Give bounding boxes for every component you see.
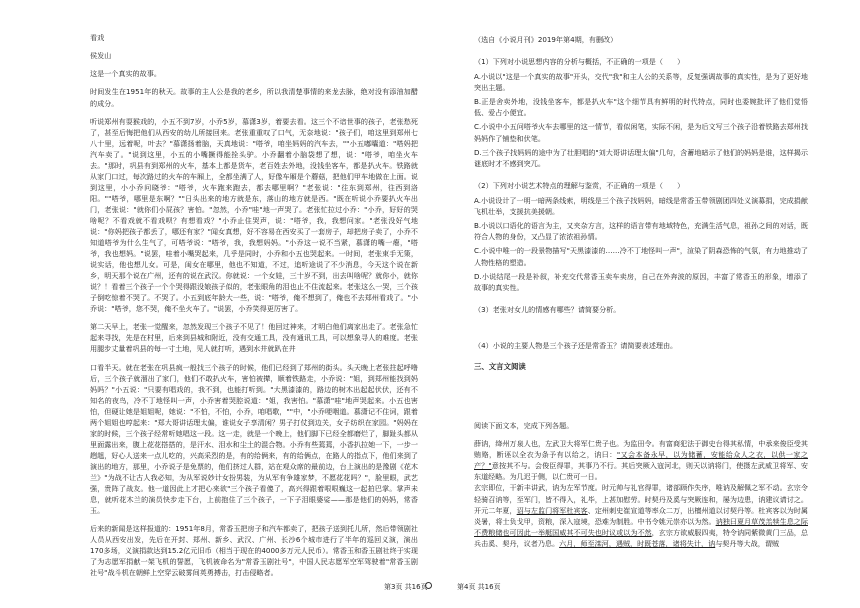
classical-text: 意按其不与。会俊臣得罪，其事乃不行。其后突厥入寇河北，则天以讷将门，使摄左武威卫将军、安东道经略。为几迟于侧，以仁贵可一日。 xyxy=(474,461,809,482)
story-paragraph: 后来的新闻是这样报道的：1951年8月，常香玉把房子和汽车都卖了，把孩子送到托儿所，然后带领剧社人员从西安出发，先后在开封、郑州、新乡、武汉、广州、长沙6个城市进行了半年的巡回义演，演出170多场，义演捐款达到15.2亿元旧币（相当于现在的4000多万元人民币）。常香玉和香玉剧社终于实现了为志愿军捐献一架飞机的誓愿，飞机被命名为"常香玉剧社号"，中国人民志愿军空军驾驶着"常香玉剧社号"战斗机在朝鲜上空穿云破雾间英勇搏击，打击侵略者。 xyxy=(90,524,418,578)
question-1-option-d: D.三个孩子找妈妈的途中为了壮胆唱的"刘大哥讲话理太偏"几句，含蓄地暗示了他们的妈妈是谁，这样揭示谜底时才不感到突兀。 xyxy=(474,147,808,169)
page-number-left: 第3页 共16页 xyxy=(384,583,428,591)
question-2-option-b: B.小说以口语化的语言为主，又夹杂方言，这样的语言带有地域特色，充满生活气息，祖孙之间的对话，既符合人物的身份，又凸显了浓浓祖孙情。 xyxy=(474,221,808,242)
classical-text: 薛讷，绛州万泉人也，左武卫大将军仁贵子也。为监田令。有富商犯法于御史台得其私情，中承来俊臣受其贿赂，断诬以全衣为条予有以给之，讷曰： xyxy=(474,439,808,460)
story-paragraph: 这是一个真实的故事。 xyxy=(90,69,161,79)
story-paragraph: 听说郑州有耍猴戏的，小五不到7岁，小乔5岁，慕潇3岁，着要去看。这三个不谙世事的孩子，老张愁死了，甚至后悔把他们从西安的幼儿所接回来。老张重重叹了口气，无奈地说："孩子们，咱这里到郑州七八十里，远着呢，叶去？"慕潇扬着脑，天真地说："嗒爷，咱坐妈妈的汽车去，""小五嘟囔道："嗒妈把汽车卖了。"说到这里，小五的小嘴撅得能拴头驴。小乔翻着小脑袋想了想，说："嗒爷，咱坐火车去。"那时，巩县有到郑州的火车，基本上都是货车，老百姓去外地，没钱坐客车，都是扒火车。铁路就从家门口过，每次路过的火车的车厢上，全都坐满了人，好像车厢是个蘑菇，把他们甲车地做在上面。说到这里，小小乔问晓爷："嗒爷，火车跑来跑去，都去哪里啊？"老张说："往东到郑州，往西到洛阳。""嗒爷，哪里是东啊？""日头出来的地方就是东，落山的地方就是西。"既在听说小乔要扒火车出门，老张说："就你们小屁孩？害怕。"忽然，小乔"哇"地一声哭了。老张忙拉过小乔："小乔，好好的哭啥呢？不看戏就不看戏呗？有想看戏？"小乔止住哭声，说："嗒爷，我，我想问家。"老张没好气地说："你妈把孩子都丢了，哪还有家？"闻女真想，好不容易在西安买了一套房子，却把房子卖了，小乔不知道嗒爷为什么生气了，可嗒爷说："嗒爷，我，我想妈妈。"小乔这一说不当紧，慕潇的嘴一瘪，"嗒爷，我也想妈。"说罢，哇着小嘴哭起来，几乎是同时，小乔和小五也哭起来。一时间，老张束手无策，说实话，他也想儿女。可是，闺女在哪里，他也不知道，不过，追听途说了不少消息，今天这个说在新乡，明天那个说在广州，还有的说在武汉。你就说：一个女娃，三十岁不到，出去叫啥呢？就你小，就你说？！看着三个孩子一个个哭得跟没娘孩子似的，老张眼角的泪也止不住流起来。老张这么一哭，三个孩子倒吃惊着不哭了。不哭了。小五到底年龄大一些，说："嗒爷，俺不想到了，俺也不去郑州看戏了。"小乔说："嗒爷，您不哭，俺不坐火车了。"说罢，小乔笑得更厉害了。 xyxy=(90,116,418,314)
reading-instruction: 阅读下面文本，完成下列各题。 xyxy=(474,421,574,431)
classical-text: 与契丹等大战，谓贼 xyxy=(715,538,780,548)
question-1-option-c: C.小说中小五问嗒爷火车去哪里的这一情节，看似闲笔，实际不闲，是为后文写三个孩子沿着铁路去郑州找妈妈作了铺垫和伏笔。 xyxy=(474,122,808,143)
section-heading: 三、文言文阅读 xyxy=(474,362,526,372)
question-4: （4）小说的主要人物是三个孩子还是常香玉？请简要表述理由。 xyxy=(474,340,678,350)
fold-mark-icon xyxy=(425,582,432,589)
page-number-right: 第4页 共16页 xyxy=(457,583,501,591)
classical-text: 玄宗即位，干新丰讲武，讷为左军节度。时元帅与礼官得罪，诸部顾作失序，唯讷及解佩之军不动。玄宗令轻骑召讷等，至军门，皆不得入，礼毕，上甚加慰劳。时契丹及奚与突厥连和，屡为边患，讷建议请讨之。开元二年夏， xyxy=(474,483,808,515)
story-paragraph: 时间发生在1951年的秋天。故事的主人公是我的老乡，所以我清楚事情的来龙去脉，绝对没有添油加醋的成分。 xyxy=(90,87,418,108)
question-2-option-a: A.小说设计了一明一暗两条线索，明线是三个孩子找妈妈，暗线是常香玉带领剧团四处义演募捐，完成捐献飞机壮举，支援抗美援朝。 xyxy=(474,195,808,216)
classical-paragraph-1 xyxy=(474,438,808,482)
underlined-sentence: 六月，师至滦河，遇贼，时既苍落，诸将失计，讷 xyxy=(559,538,716,548)
question-1-option-a: A.小说以"这是一个真实的故事"开头，交代"我"和主人公的关系等，反复强调故事的真实性，是为了更好地突出主题。 xyxy=(474,71,808,92)
underlined-phrase: 诏与左监门将军杜宾客 xyxy=(516,505,588,515)
right-page xyxy=(430,0,860,608)
story-paragraph: 口看半天。就在老张在巩县疯一般找三个孩子的时候，他们已经到了郑州的街头。头天晚上老张拄起呼噜后，三个孩子就溜出了家门，他们不敢扒火车，害怕被撵，顺着铁路走，小乔说："姐，到郑州能找到妈妈吗？"小五说："只要有唱戏的，我不到，也能打听到。"大黑漆漆的，路边的树木出起起伏伏，还有不知名的夜鸟，冷不丁地怪叫一声，小乔害着哭腔说道："姐，我害怕。"慕潇"哇"地声哭起来。小五也害怕，但硬让她是姐姐呢，她说："不怕，不怕，小乔，咱唱歌，""中，"小乔哽咽道。慕潇记不住词，跟着两个姐姐也哼起来："郑大哥讲话理太偏，谁说女子享清闲？男子打仗到边关，女子纺织在家园。"妈妈在家的时候，三个孩子经常听她唱这一段。这一走，就是一个晚上，他们脚下已经全都磨烂了，脚趾头都从里面露出来，腹上花花搭搭的，是汗水、泪水和尘土的混合物。小乔有些蔫蔫，小香扒拉她一下，一步一趔趄，好心人送来一点儿吃的，兴高采烈的是，有的给俩来，有的给俩点，在路人的指点下，他们来到了演出的地方，那里，小乔说子是免票的，他们挤过人群，站在观众席的最前边，台上演出的是豫剧《花木兰》"为战不让古人我必知，为从军说妙计女扮男装，为从军有争雄家梦，不愿花花吗？"，脸里眼，武艺强，贵阵了战友。他一道因此上才把心来欲"三个孩子看傻了，高兴得跟着哏哏巍这一起拍巴掌。掌声未息，就听花木兰的演员快步走下台，上前抱住了三个孩子，一下子泪眼婆娑——那是他们的妈妈，常香玉。 xyxy=(90,362,418,516)
question-2-option-c: C.小说中唯一的一段景物描写"天黑漆漆的……冷不丁地怪叫一声"，渲染了阴森恐怖的气氛，有力地推动了人物性格的塑造。 xyxy=(474,246,808,267)
question-1-stem: （1）下列对小说思想内容的分析与概括，不正确的一项是（ ） xyxy=(474,57,685,67)
question-1-option-b: B.正是舍卖外地，没钱坐客车，都是扒火车"这个细节具有鲜明的时代特点，同时也委婉批评了他们觉悟低、爱占小便宜。 xyxy=(474,97,808,118)
question-2-option-d: D.小说结尾一段是补叙，补充交代常香玉卖车卖房，自己在外奔波的原因，丰富了常香玉的形象，增添了故事的真实性。 xyxy=(474,271,808,293)
classical-text: 、定州刺史崔宣道等率众二万，出檀州道以讨契丹等。杜宾客以为时属炎暑，将士负戈甲，资粮，深入寇境，恐难为制胜。中书令姚元崇亦以为然。 xyxy=(474,505,809,526)
question-2-stem: （2）下列对小说艺术特点的理解与鉴赏，不正确的一项是（ ） xyxy=(474,181,685,191)
classical-paragraph-2 xyxy=(474,482,808,548)
underlined-sentence: 讷独曰夏月草茂羔犊生息之际不费粮储也可因此一举艇国威其不可失也时议或以为不然 xyxy=(474,516,808,537)
story-source: （选自《小说月刊》2019年第4期，有删改） xyxy=(474,35,618,44)
question-3: （3）老张对女儿的情感有哪些？请简要分析。 xyxy=(474,305,621,315)
classical-text: ，玄宗方欲威服四夷，特令讷同紫微黄门三品，总兵击奚、契丹，议者乃息。 xyxy=(474,527,809,548)
story-author: 侯发山 xyxy=(90,51,112,61)
underlined-sentence: "又会本备永早，以为储蓄，安能给众人之衣，以供一家之产？" xyxy=(474,450,809,471)
story-title: 看戏 xyxy=(90,33,105,42)
story-paragraph: 第二天早上，老张一觉醒来，忽然发现三个孩子不见了！他回过神来，才明白他们离家出走了。老张急忙起来寻找，先是在村里，后来到县城和附近，没有交通工具，没有通讯工具，可以想象寻人的难度。老张用腿步丈量着巩县的每一寸土地，见人就打听，遇到水井就趴在井 xyxy=(90,322,418,354)
